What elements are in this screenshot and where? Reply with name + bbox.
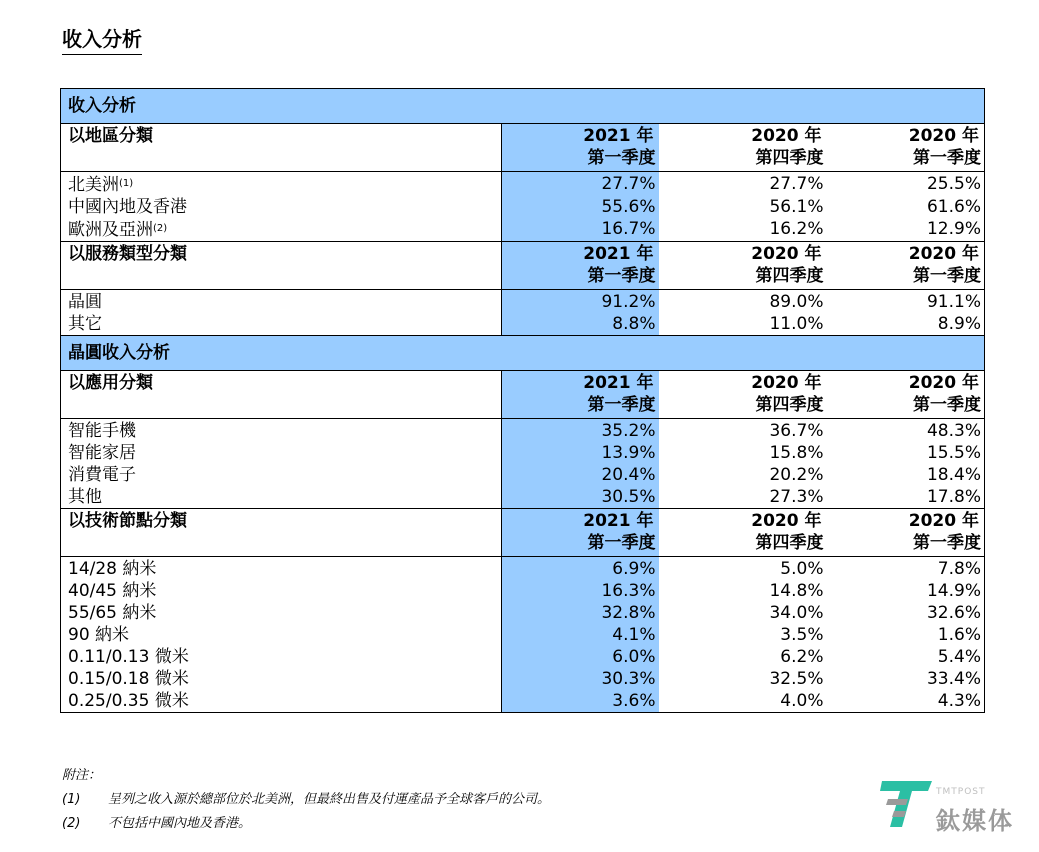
- table-row: [61, 646, 985, 668]
- column-quarter: 第四季度: [755, 395, 824, 415]
- row-label: 北美洲: [68, 175, 119, 195]
- page-title: 收入分析: [62, 26, 142, 55]
- notes-heading: 附注：: [62, 768, 102, 783]
- value-cell-q1-2020: 15.5%: [827, 442, 985, 464]
- footnote-number: (2): [62, 816, 81, 831]
- value-cell-q1-2021: 13.9%: [502, 442, 659, 464]
- value-cell-q1-2021: 27.7%: [502, 172, 659, 197]
- column-quarter: 第四季度: [755, 148, 824, 168]
- watermark-brand-text: 鈦媒体: [936, 807, 1014, 835]
- row-label-cell: [61, 464, 502, 486]
- value-cell-q1-2020: 7.8%: [827, 557, 985, 581]
- footnotes: [62, 764, 550, 836]
- group-heading: 以服務類型分類: [61, 242, 502, 290]
- value-cell-q1-2020: 17.8%: [827, 486, 985, 509]
- table-row: [61, 196, 985, 218]
- column-year: 2020 年: [908, 126, 979, 146]
- row-label-cell: [61, 557, 502, 581]
- table-row: [61, 580, 985, 602]
- row-label: 其他: [68, 487, 102, 507]
- row-label-cell: [61, 313, 502, 336]
- column-year: 2020 年: [908, 244, 979, 264]
- footnote-ref: (2): [153, 223, 168, 234]
- value-cell-q4-2020: 36.7%: [769, 421, 824, 441]
- footnote-text: 呈列之收入源於總部位於北美洲，但最終出售及付運產品予全球客戶的公司。: [108, 792, 551, 807]
- value-cell-q4-2020: 16.2%: [659, 218, 827, 242]
- value-cell-q1-2020: 8.9%: [827, 313, 985, 336]
- column-quarter: 第一季度: [587, 148, 656, 168]
- column-header-q1-2020: [827, 371, 985, 419]
- tmtpost-watermark: [878, 775, 1020, 835]
- value-cell-q1-2021: 16.7%: [502, 218, 659, 242]
- column-header-q4-2020: [659, 124, 827, 172]
- footnote-text: 不包括中國內地及香港。: [108, 816, 252, 831]
- column-header-q4-2020: [659, 509, 827, 557]
- table-row: [61, 172, 985, 197]
- row-label-cell: [61, 580, 502, 602]
- row-label: 40/45 納米: [68, 581, 157, 601]
- row-label-cell: [61, 419, 502, 443]
- column-year: 2021 年: [583, 511, 654, 531]
- column-year: 2021 年: [583, 373, 654, 393]
- table-row: [61, 290, 985, 314]
- column-year: 2020 年: [751, 244, 822, 264]
- value-cell-q4-2020: 6.2%: [780, 647, 824, 667]
- column-year: 2020 年: [751, 126, 822, 146]
- row-label-cell: [61, 486, 502, 509]
- value-cell-q1-2021: 32.8%: [502, 602, 659, 624]
- footnote-number: (1): [62, 792, 81, 807]
- group-heading: 以應用分類: [61, 371, 502, 419]
- value-cell-q1-2020: 12.9%: [827, 218, 985, 242]
- group-header-row: [61, 242, 985, 290]
- value-cell-q1-2020: 91.1%: [827, 290, 985, 314]
- footnote-2: [62, 812, 550, 836]
- value-cell-q1-2020: 33.4%: [827, 668, 985, 690]
- column-year: 2021 年: [583, 126, 654, 146]
- row-label-cell: [61, 172, 502, 197]
- value-cell-q4-2020: 11.0%: [659, 313, 827, 336]
- column-year: 2020 年: [908, 511, 979, 531]
- column-header-q1-2020: [827, 124, 985, 172]
- column-header-q1-2021: [502, 124, 659, 172]
- value-cell-q4-2020: 5.0%: [780, 559, 824, 579]
- column-quarter: 第一季度: [913, 395, 981, 415]
- value-cell-q4-2020: 34.0%: [769, 603, 824, 623]
- column-header-q1-2021: [502, 242, 659, 290]
- group-heading: 以地區分類: [61, 124, 502, 172]
- table-row: [61, 690, 985, 713]
- value-cell-q1-2021: 20.4%: [502, 464, 659, 486]
- column-quarter: 第四季度: [755, 266, 824, 286]
- row-label: 中國內地及香港: [68, 197, 187, 217]
- table-row: [61, 313, 985, 336]
- value-cell-q1-2021: 30.5%: [502, 486, 659, 509]
- row-label: 智能家居: [68, 443, 136, 463]
- table-row: [61, 668, 985, 690]
- table-row: [61, 218, 985, 242]
- value-cell-q4-2020: 89.0%: [769, 292, 824, 312]
- value-cell-q1-2021: 35.2%: [502, 419, 659, 443]
- row-label: 其它: [68, 314, 102, 334]
- table-row: [61, 464, 985, 486]
- revenue-analysis-table: [60, 88, 985, 713]
- column-header-q4-2020: [659, 371, 827, 419]
- row-label-cell: [61, 646, 502, 668]
- value-cell-q1-2021: 6.0%: [502, 646, 659, 668]
- column-quarter: 第一季度: [587, 266, 656, 286]
- row-label-cell: [61, 602, 502, 624]
- tmtpost-logo-icon: [878, 775, 934, 831]
- value-cell-q1-2021: 6.9%: [502, 557, 659, 581]
- row-label: 消費電子: [68, 465, 136, 485]
- value-cell-q1-2020: 1.6%: [827, 624, 985, 646]
- table-row: [61, 419, 985, 443]
- table-row: [61, 624, 985, 646]
- row-label: 智能手機: [68, 421, 136, 441]
- column-quarter: 第一季度: [587, 395, 656, 415]
- section-header-row: [61, 89, 985, 124]
- group-heading: 以技術節點分類: [61, 509, 502, 557]
- column-year: 2021 年: [583, 244, 654, 264]
- column-quarter: 第一季度: [587, 533, 656, 553]
- value-cell-q4-2020: 27.3%: [659, 486, 827, 509]
- group-header-row: [61, 509, 985, 557]
- row-label-cell: [61, 690, 502, 713]
- row-label-cell: [61, 196, 502, 218]
- column-year: 2020 年: [751, 373, 822, 393]
- section-header-row: [61, 336, 985, 371]
- column-year: 2020 年: [751, 511, 822, 531]
- value-cell-q1-2020: 61.6%: [827, 196, 985, 218]
- row-label: 歐洲及亞洲: [68, 220, 153, 240]
- section-title: 收入分析: [61, 89, 985, 124]
- value-cell-q1-2020: 5.4%: [827, 646, 985, 668]
- value-cell-q4-2020: 56.1%: [769, 197, 824, 217]
- value-cell-q1-2020: 4.3%: [827, 690, 985, 713]
- table-row: [61, 486, 985, 509]
- value-cell-q1-2020: 14.9%: [827, 580, 985, 602]
- value-cell-q1-2020: 32.6%: [827, 602, 985, 624]
- row-label-cell: [61, 442, 502, 464]
- column-quarter: 第一季度: [913, 266, 981, 286]
- value-cell-q1-2021: 91.2%: [502, 290, 659, 314]
- footnote-1: [62, 788, 550, 812]
- row-label: 0.25/0.35 微米: [68, 691, 189, 711]
- column-quarter: 第四季度: [755, 533, 824, 553]
- row-label: 14/28 納米: [68, 559, 157, 579]
- column-header-q1-2021: [502, 509, 659, 557]
- row-label-cell: [61, 290, 502, 314]
- value-cell-q4-2020: 4.0%: [659, 690, 827, 713]
- group-header-row: [61, 371, 985, 419]
- row-label: 55/65 納米: [68, 603, 157, 623]
- row-label-cell: [61, 624, 502, 646]
- row-label: 0.11/0.13 微米: [68, 647, 189, 667]
- value-cell-q4-2020: 20.2%: [769, 465, 824, 485]
- column-header-q1-2020: [827, 242, 985, 290]
- value-cell-q4-2020: 14.8%: [769, 581, 824, 601]
- value-cell-q4-2020: 27.7%: [769, 174, 824, 194]
- value-cell-q4-2020: 3.5%: [780, 625, 824, 645]
- column-header-q1-2020: [827, 509, 985, 557]
- table-row: [61, 442, 985, 464]
- row-label: 晶圓: [68, 292, 102, 312]
- footnote-ref: (1): [119, 178, 134, 189]
- watermark-small-text: TMTPOST: [936, 787, 986, 797]
- value-cell-q1-2021: 16.3%: [502, 580, 659, 602]
- column-header-q4-2020: [659, 242, 827, 290]
- table-row: [61, 602, 985, 624]
- row-label: 90 納米: [68, 625, 130, 645]
- row-label-cell: [61, 668, 502, 690]
- value-cell-q1-2021: 30.3%: [502, 668, 659, 690]
- value-cell-q1-2020: 25.5%: [827, 172, 985, 197]
- value-cell-q1-2021: 4.1%: [502, 624, 659, 646]
- value-cell-q1-2021: 55.6%: [502, 196, 659, 218]
- value-cell-q1-2021: 8.8%: [502, 313, 659, 336]
- column-quarter: 第一季度: [913, 533, 981, 553]
- value-cell-q1-2020: 48.3%: [827, 419, 985, 443]
- row-label: 0.15/0.18 微米: [68, 669, 189, 689]
- column-header-q1-2021: [502, 371, 659, 419]
- section-title: 晶圓收入分析: [61, 336, 985, 371]
- table-row: [61, 557, 985, 581]
- value-cell-q4-2020: 32.5%: [769, 669, 824, 689]
- group-header-row: [61, 124, 985, 172]
- column-quarter: 第一季度: [913, 148, 981, 168]
- row-label-cell: [61, 218, 502, 242]
- column-year: 2020 年: [908, 373, 979, 393]
- value-cell-q4-2020: 15.8%: [769, 443, 824, 463]
- value-cell-q1-2020: 18.4%: [827, 464, 985, 486]
- value-cell-q1-2021: 3.6%: [502, 690, 659, 713]
